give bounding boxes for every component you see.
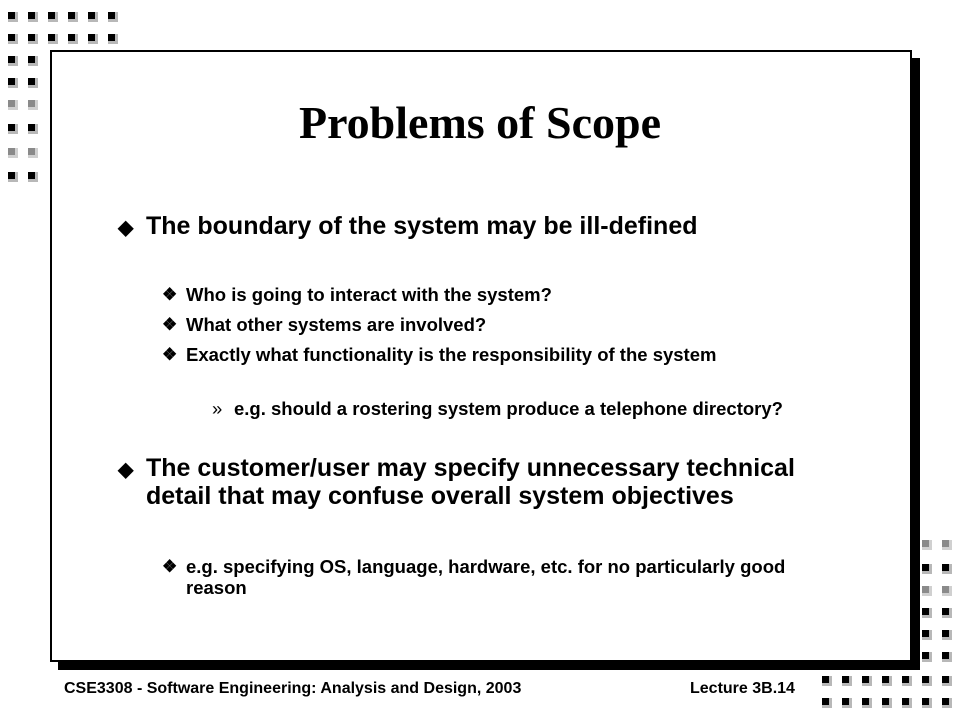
square-icon <box>942 676 952 686</box>
square-icon <box>822 676 832 686</box>
sub-bullet-text: What other systems are involved? <box>186 314 487 335</box>
bullet-item <box>118 212 846 240</box>
square-icon <box>28 34 38 44</box>
square-icon <box>8 12 18 22</box>
sub-bullet-item <box>162 284 826 305</box>
square-icon <box>862 698 872 708</box>
four-diamond-bullet-icon: ❖ <box>162 285 178 304</box>
square-icon <box>902 676 912 686</box>
square-icon <box>108 12 118 22</box>
slide-title: Problems of Scope <box>298 97 661 148</box>
square-icon <box>922 564 932 574</box>
square-icon <box>942 698 952 708</box>
four-diamond-bullet-icon: ❖ <box>162 557 178 576</box>
square-icon <box>922 608 932 618</box>
square-icon <box>28 56 38 66</box>
sub-bullet-item <box>162 314 826 335</box>
square-icon <box>88 34 98 44</box>
bullet-item <box>118 454 846 510</box>
square-icon <box>882 698 892 708</box>
square-icon <box>28 78 38 88</box>
sub-bullet-text: e.g. specifying OS, language, hardware, etc. for no particularly good reason <box>186 556 786 598</box>
square-icon <box>108 34 118 44</box>
square-icon <box>68 34 78 44</box>
four-diamond-bullet-icon: ❖ <box>162 345 178 364</box>
square-icon <box>922 652 932 662</box>
sub-bullet-item <box>162 344 826 365</box>
bullet-marker: » <box>212 398 223 419</box>
square-icon <box>942 608 952 618</box>
square-icon <box>922 586 932 596</box>
sub-sub-bullet-text: e.g. should a rostering system produce a telephone directory? <box>234 398 783 419</box>
footer-lecture: Lecture 3B.14 <box>690 680 795 697</box>
square-icon <box>942 586 952 596</box>
square-icon <box>922 676 932 686</box>
square-icon <box>942 540 952 550</box>
bullet-text: The customer/user may specify unnecessary technical detail that may confuse overall system objectives <box>146 454 795 510</box>
sub-bullet-item <box>162 556 826 598</box>
square-icon <box>942 564 952 574</box>
square-icon <box>922 630 932 640</box>
diamond-bullet-icon: ◆ <box>118 459 134 481</box>
sub-bullet-text: Who is going to interact with the system? <box>186 284 552 305</box>
square-icon <box>922 540 932 550</box>
diamond-bullet-icon: ◆ <box>118 217 134 239</box>
square-icon <box>28 12 38 22</box>
square-icon <box>902 698 912 708</box>
square-icon <box>48 34 58 44</box>
square-icon <box>862 676 872 686</box>
square-icon <box>8 56 18 66</box>
square-icon <box>8 148 18 158</box>
square-icon <box>8 78 18 88</box>
four-diamond-bullet-icon: ❖ <box>162 315 178 334</box>
square-icon <box>8 172 18 182</box>
square-icon <box>922 698 932 708</box>
sub-bullet-text: Exactly what functionality is the responsibility of the system <box>186 344 717 365</box>
square-icon <box>8 34 18 44</box>
square-icon <box>842 676 852 686</box>
sub-sub-bullet-item <box>212 398 834 419</box>
bullet-text: The boundary of the system may be ill-defined <box>146 212 698 240</box>
square-icon <box>942 630 952 640</box>
square-icon <box>88 12 98 22</box>
square-icon <box>842 698 852 708</box>
square-icon <box>68 12 78 22</box>
square-icon <box>882 676 892 686</box>
square-icon <box>822 698 832 708</box>
square-icon <box>28 148 38 158</box>
footer-course: CSE3308 - Software Engineering: Analysis and Design, 2003 <box>64 680 522 697</box>
square-icon <box>48 12 58 22</box>
square-icon <box>28 172 38 182</box>
square-icon <box>942 652 952 662</box>
